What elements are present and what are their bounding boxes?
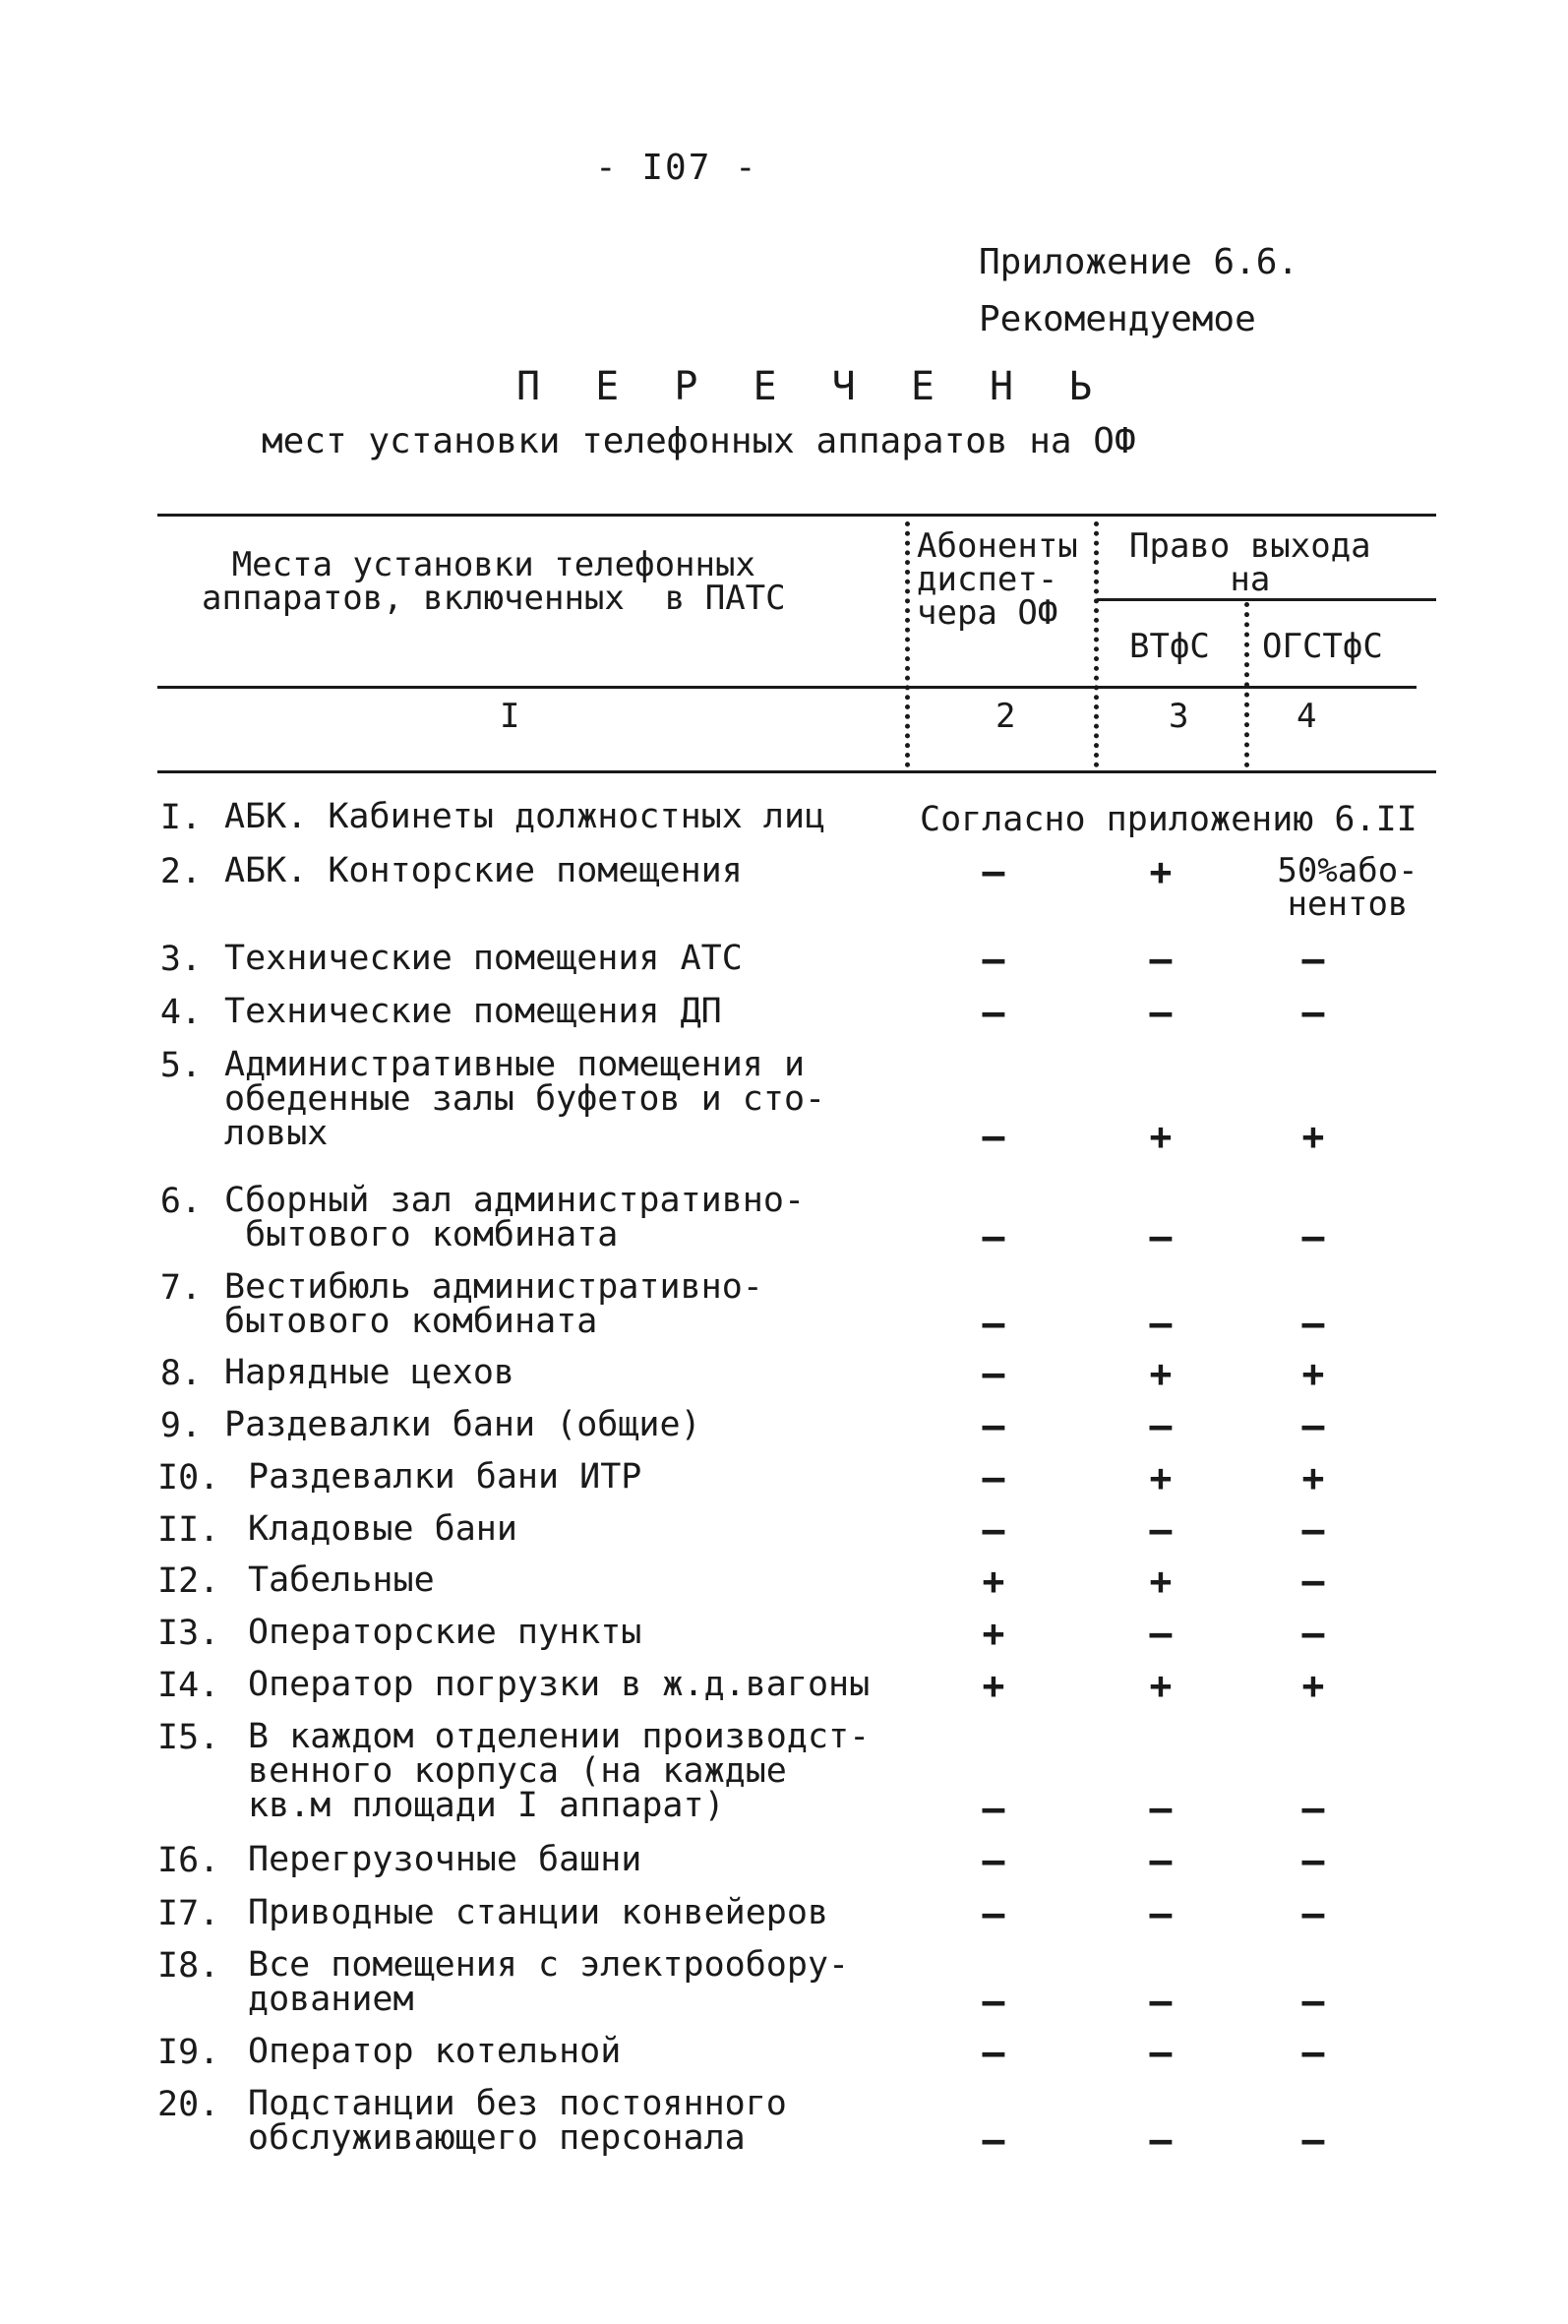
cell-ogstfs: – [1301, 1560, 1325, 1603]
cell-vtfs: – [1149, 938, 1173, 981]
header-col34-group: Право выхода на [1129, 526, 1371, 599]
cell-vtfs: – [1149, 1215, 1173, 1258]
cell-dispatcher: – [982, 938, 1005, 981]
cell-ogstfs: – [1301, 1980, 1325, 2023]
row-label: Табельные [248, 1560, 435, 1600]
cell-ogstfs: – [1301, 1612, 1325, 1655]
header-col3: ВТфС [1129, 627, 1210, 666]
row-number: I5. [157, 1718, 220, 1757]
row-number: 5. [159, 1046, 202, 1085]
row-label: В каждом отделении производст- венного корпуса (на каждые кв.м площади I аппарат) [248, 1717, 871, 1825]
cell-dispatcher: – [982, 1115, 1005, 1158]
cell-dispatcher: – [982, 1404, 1005, 1447]
header-col4: ОГСТфС [1262, 627, 1383, 666]
cell-vtfs: – [1149, 1787, 1173, 1830]
cell-ogstfs: – [1301, 2031, 1325, 2074]
cell-ogstfs: 50%або- нентов [1277, 851, 1418, 924]
cell-ogstfs: – [1301, 1839, 1325, 1882]
cell-dispatcher: – [982, 991, 1005, 1034]
document-subtitle: мест установки телефонных аппаратов на ОФ [262, 421, 1136, 461]
cell-vtfs: + [1149, 1664, 1173, 1707]
cell-vtfs: + [1149, 850, 1173, 893]
cell-dispatcher: – [982, 1787, 1005, 1830]
cell-ogstfs: – [1301, 1215, 1325, 1258]
cell-vtfs: – [1149, 1302, 1173, 1345]
cell-ogstfs: + [1301, 1456, 1325, 1499]
cell-ogstfs: + [1301, 1664, 1325, 1707]
cell-vtfs: – [1149, 1839, 1173, 1882]
header-bottom-rule [157, 686, 1417, 689]
row-number: I7. [157, 1894, 220, 1933]
row-label: Раздевалки бани (общие) [224, 1405, 701, 1444]
column-number-1: I [500, 697, 520, 736]
row-label: Все помещения с электрообору- дованием [248, 1945, 850, 2019]
cell-ogstfs: – [1301, 1787, 1325, 1830]
row-number: 6. [159, 1182, 202, 1221]
row-label: Технические помещения ДП [224, 992, 722, 1031]
row-number: I3. [157, 1614, 220, 1653]
cell-dispatcher: – [982, 1215, 1005, 1258]
cell-dispatcher: – [982, 850, 1005, 893]
row-label: АБК. Конторские помещения [224, 851, 743, 890]
header-col2: Абоненты диспет- чера ОФ [917, 526, 1078, 633]
row-label: Административные помещения и обеденные залы буфетов и сто- ловых [224, 1045, 826, 1153]
cell-vtfs: – [1149, 2118, 1173, 2162]
cell-dispatcher: – [982, 1839, 1005, 1882]
cell-ogstfs: + [1301, 1115, 1325, 1158]
row-label: Оператор погрузки в ж.д.вагоны [248, 1665, 871, 1704]
cell-dispatcher: – [982, 1980, 1005, 2023]
cell-vtfs: – [1149, 1892, 1173, 1935]
cell-vtfs: + [1149, 1115, 1173, 1158]
page-number: - I07 - [595, 148, 758, 188]
row-number: I. [159, 798, 202, 837]
row-number: 4. [159, 993, 202, 1032]
cell-dispatcher: + [982, 1664, 1005, 1707]
cell-ogstfs: – [1301, 1302, 1325, 1345]
cell-vtfs: – [1149, 991, 1173, 1034]
cell-vtfs: – [1149, 2031, 1173, 2074]
cell-vtfs: + [1149, 1352, 1173, 1395]
cell-vtfs: – [1149, 1508, 1173, 1552]
cell-vtfs: + [1149, 1560, 1173, 1603]
row-label: Вестибюль административно- бытового комбината [224, 1267, 763, 1341]
row-label: Сборный зал административно- бытового комбината [224, 1181, 806, 1254]
row-number: 7. [159, 1268, 202, 1308]
column-divider-1 [905, 521, 910, 767]
cell-dispatcher: – [982, 2031, 1005, 2074]
row-number: II. [157, 1510, 220, 1550]
row-number: I2. [157, 1561, 220, 1601]
cell-vtfs: – [1149, 1980, 1173, 2023]
appendix-status: Рекомендуемое [979, 299, 1256, 339]
column-number-3: 3 [1169, 697, 1189, 736]
cell-ogstfs: – [1301, 1508, 1325, 1552]
header-col1: Места установки телефонных аппаратов, включенных в ПАТС [202, 545, 786, 618]
cell-vtfs: + [1149, 1456, 1173, 1499]
row-number: I6. [157, 1841, 220, 1880]
row-number: 9. [159, 1406, 202, 1445]
cell-dispatcher: – [982, 1508, 1005, 1552]
row-number: 8. [159, 1354, 202, 1393]
column-numbers-rule [157, 770, 1436, 773]
cell-vtfs: – [1149, 1404, 1173, 1447]
row-note: Согласно приложению 6.II [920, 800, 1417, 839]
cell-dispatcher: + [982, 1612, 1005, 1655]
cell-dispatcher: – [982, 2118, 1005, 2162]
row-label: Приводные станции конвейеров [248, 1893, 829, 1932]
cell-ogstfs: – [1301, 1404, 1325, 1447]
row-label: АБК. Кабинеты должностных лиц [224, 797, 826, 836]
column-divider-3 [1244, 602, 1249, 767]
appendix-block [979, 234, 1298, 348]
row-number: 20. [157, 2085, 220, 2124]
row-number: I9. [157, 2033, 220, 2072]
row-label: Нарядные цехов [224, 1353, 515, 1392]
row-label: Раздевалки бани ИТР [248, 1457, 642, 1497]
row-label: Операторские пункты [248, 1613, 642, 1652]
row-label: Технические помещения АТС [224, 939, 743, 978]
row-label: Перегрузочные башни [248, 1840, 642, 1879]
column-number-4: 4 [1297, 697, 1317, 736]
row-label: Кладовые бани [248, 1509, 517, 1549]
column-divider-2 [1094, 521, 1099, 767]
cell-ogstfs: + [1301, 1352, 1325, 1395]
row-number: I4. [157, 1666, 220, 1705]
row-label: Подстанции без постоянного обслуживающего персонала [248, 2084, 787, 2158]
row-label: Оператор котельной [248, 2032, 622, 2071]
cell-dispatcher: + [982, 1560, 1005, 1603]
row-number: 2. [159, 852, 202, 891]
cell-ogstfs: – [1301, 1892, 1325, 1935]
row-number: I0. [157, 1458, 220, 1498]
cell-ogstfs: – [1301, 2118, 1325, 2162]
row-number: 3. [159, 940, 202, 979]
cell-dispatcher: – [982, 1892, 1005, 1935]
document-title: П Е Р Е Ч Е Н Ь [516, 364, 1109, 409]
cell-ogstfs: – [1301, 991, 1325, 1034]
column-number-2: 2 [995, 697, 1016, 736]
row-number: I8. [157, 1946, 220, 1986]
appendix-label: Приложение 6.6. [979, 242, 1299, 282]
cell-dispatcher: – [982, 1302, 1005, 1345]
cell-ogstfs: – [1301, 938, 1325, 981]
cell-dispatcher: – [982, 1352, 1005, 1395]
cell-dispatcher: – [982, 1456, 1005, 1499]
header-top-rule [157, 514, 1436, 517]
cell-vtfs: – [1149, 1612, 1173, 1655]
